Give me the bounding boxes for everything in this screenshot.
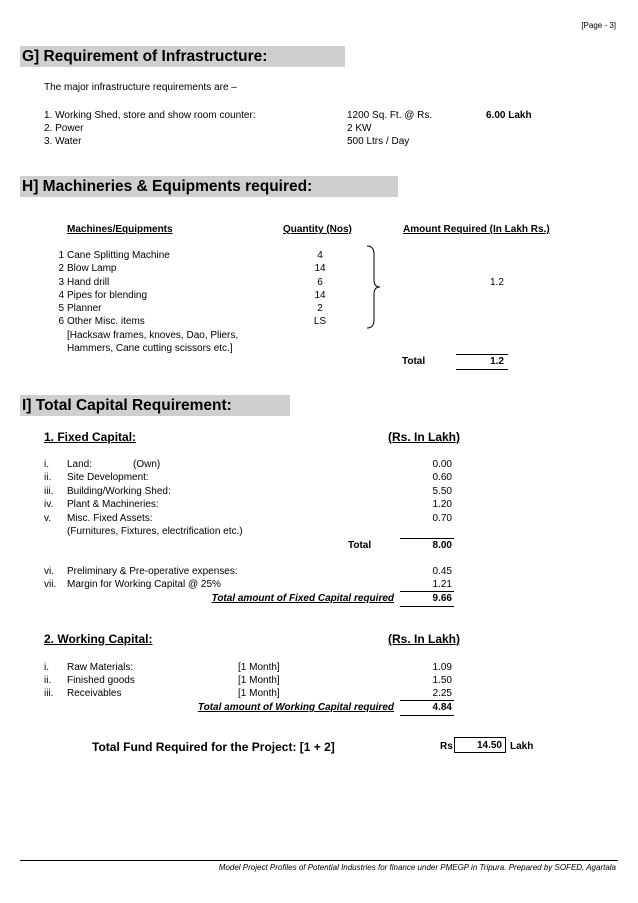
working-item-no: i. — [44, 662, 49, 673]
machine-qty: 14 — [314, 263, 326, 274]
footer-rule — [20, 860, 618, 861]
fixed-item-value: 0.45 — [432, 566, 452, 577]
fixed-item-no: vi. — [44, 566, 54, 577]
grand-total-underline — [400, 715, 454, 716]
fixed-item-value: 1.20 — [432, 499, 452, 510]
working-capital-heading: 2. Working Capital: — [44, 632, 153, 646]
col-header-quantity: Quantity (Nos) — [283, 224, 352, 235]
infra-item-label: 3. Water — [44, 136, 82, 147]
machine-qty: 14 — [314, 290, 326, 301]
misc-assets-note: (Furnitures, Fixtures, electrification etc.) — [67, 526, 243, 537]
grand-total-rule — [400, 700, 454, 701]
footer-text: Model Project Profiles of Potential Industries for finance under PMEGP in Tripura. Prepared by SOFED, Agartala — [218, 863, 616, 872]
misc-items-note: Hammers, Cane cutting scissors etc.] — [67, 343, 233, 354]
working-item-value: 1.50 — [432, 675, 452, 686]
infra-item-value: 1200 Sq. Ft. @ Rs. — [347, 110, 433, 121]
col-header-amount: Amount Required (In Lakh Rs.) — [403, 224, 550, 235]
machine-name: Blow Lamp — [67, 263, 117, 274]
machine-no: 4 — [58, 290, 64, 301]
fixed-item-label: Plant & Machineries: — [67, 499, 159, 510]
machine-no: 1 — [58, 250, 64, 261]
subtotal-rule — [400, 538, 454, 539]
fixed-item-no: v. — [44, 513, 52, 524]
machine-no: 2 — [58, 263, 64, 274]
machinery-total-label: Total — [402, 356, 426, 367]
fixed-item-value: 0.60 — [432, 472, 452, 483]
col-header-machines: Machines/Equipments — [67, 224, 173, 235]
working-item-no: iii. — [44, 688, 54, 699]
fixed-capital-total-value: 9.66 — [432, 593, 452, 604]
machine-no: 3 — [58, 277, 64, 288]
infra-item-label: 1. Working Shed, store and show room counter: — [44, 110, 256, 121]
fixed-capital-unit: (Rs. In Lakh) — [388, 430, 461, 444]
machine-no: 5 — [58, 303, 64, 314]
section-h-title: H] Machineries & Equipments required: — [20, 176, 398, 197]
machinery-amount: 1.2 — [490, 277, 504, 288]
total-fund-currency: Rs — [440, 741, 453, 752]
page-number: [Page - 3] — [581, 21, 616, 30]
machine-qty: 2 — [317, 303, 323, 314]
fixed-capital-total-label: Total amount of Fixed Capital required — [211, 593, 394, 604]
fixed-item-value: 1.21 — [432, 579, 452, 590]
infrastructure-intro: The major infrastructure requirements are – — [44, 82, 237, 93]
fixed-item-label: Land: — [67, 459, 93, 470]
fixed-item-note: (Own) — [133, 459, 161, 470]
grand-total-rule — [400, 591, 454, 592]
machine-name: Pipes for blending — [67, 290, 148, 301]
fixed-item-no: i. — [44, 459, 49, 470]
working-item-value: 1.09 — [432, 662, 452, 673]
machine-no: 6 — [58, 316, 64, 327]
fixed-item-label: Preliminary & Pre-operative expenses: — [67, 566, 238, 577]
fixed-item-no: iii. — [44, 486, 54, 497]
fixed-item-no: ii. — [44, 472, 52, 483]
working-item-label: Receivables — [67, 688, 122, 699]
infra-item-value: 500 Ltrs / Day — [347, 136, 410, 147]
fixed-item-no: iv. — [44, 499, 54, 510]
working-item-period: [1 Month] — [238, 675, 280, 686]
working-capital-total-value: 4.84 — [432, 702, 452, 713]
misc-items-note: [Hacksaw frames, knoves, Dao, Pliers, — [67, 330, 239, 341]
section-i-title: I] Total Capital Requirement: — [20, 395, 290, 416]
fixed-item-label: Misc. Fixed Assets: — [67, 513, 153, 524]
machine-qty: 4 — [317, 250, 323, 261]
working-capital-total-label: Total amount of Working Capital required — [197, 702, 394, 713]
fixed-item-label: Site Development: — [67, 472, 149, 483]
fixed-subtotal-label: Total — [348, 540, 372, 551]
fixed-item-label: Building/Working Shed: — [67, 486, 171, 497]
machinery-total-value: 1.2 — [490, 356, 504, 367]
grand-total-underline — [400, 606, 454, 607]
fixed-item-no: vii. — [44, 579, 57, 590]
machine-qty: 6 — [317, 277, 323, 288]
section-g-title: G] Requirement of Infrastructure: — [20, 46, 345, 67]
infra-item-value: 2 KW — [347, 123, 372, 134]
machine-name: Cane Splitting Machine — [67, 250, 170, 261]
fixed-item-value: 0.70 — [432, 513, 452, 524]
working-capital-unit: (Rs. In Lakh) — [388, 632, 461, 646]
fixed-item-value: 5.50 — [432, 486, 452, 497]
total-underline — [456, 369, 508, 370]
working-item-no: ii. — [44, 675, 52, 686]
infra-item-label: 2. Power — [44, 123, 84, 134]
total-fund-label: Total Fund Required for the Project: [1 + 2] — [92, 740, 335, 754]
fixed-capital-heading: 1. Fixed Capital: — [44, 430, 137, 444]
working-item-label: Finished goods — [67, 675, 135, 686]
machine-name: Other Misc. items — [67, 316, 145, 327]
total-fund-value: 14.50 — [454, 737, 506, 753]
infra-item-amount: 6.00 Lakh — [486, 110, 532, 121]
machine-name: Planner — [67, 303, 102, 314]
total-rule — [456, 354, 508, 355]
machine-qty: LS — [313, 316, 327, 327]
fixed-item-label: Margin for Working Capital @ 25% — [67, 579, 221, 590]
working-item-label: Raw Materials: — [67, 662, 134, 673]
working-item-period: [1 Month] — [238, 688, 280, 699]
machine-name: Hand drill — [67, 277, 110, 288]
fixed-subtotal-value: 8.00 — [432, 540, 452, 551]
total-fund-unit: Lakh — [510, 741, 534, 752]
working-item-value: 2.25 — [432, 688, 452, 699]
grouping-brace-icon — [362, 244, 382, 330]
working-item-period: [1 Month] — [238, 662, 280, 673]
fixed-item-value: 0.00 — [432, 459, 452, 470]
